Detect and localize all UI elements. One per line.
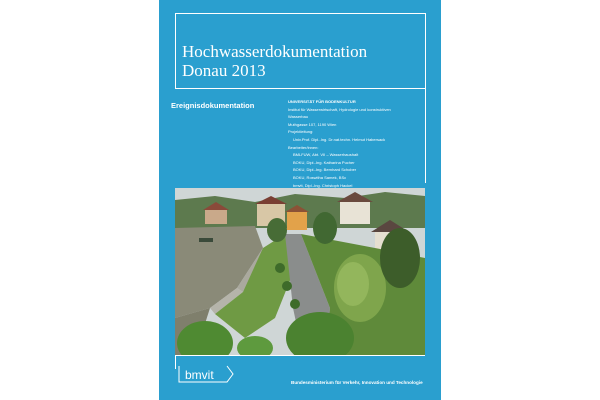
- ministry-name: Bundesministerium für Verkehr, Innovation und Technologie: [291, 380, 423, 385]
- info-line: BMLFUW, Abt. VII – Wasserhaushalt: [293, 152, 359, 158]
- info-line: Wasserbau: [288, 114, 309, 120]
- frame-line: [175, 355, 176, 369]
- document-cover: [159, 0, 441, 400]
- title-line-1: Hochwasserdokumentation: [182, 42, 368, 61]
- info-line: Univ.Prof. Dipl.-Ing. Dr.nat.techn. Helmut Habersack: [293, 136, 386, 142]
- document-subtitle: Ereignisdokumentation: [171, 101, 255, 110]
- frame-line: [175, 355, 425, 356]
- info-line: Muthgasse 107, 1190 Wien: [288, 121, 337, 127]
- logo-text: bmvit: [185, 368, 214, 382]
- info-line: Projektleitung:: [288, 129, 314, 135]
- document-title: [182, 42, 422, 80]
- frame-line: [175, 13, 425, 14]
- flood-photo: [175, 188, 425, 355]
- info-line: BOKU, Dipl.-Ing. Katharina Pucher: [293, 159, 355, 165]
- info-line: UNIVERSITÄT FÜR BODENKULTUR: [288, 99, 356, 104]
- info-line: BOKU, Roswitha Samek, BSc: [293, 174, 347, 180]
- frame-line: [175, 88, 425, 89]
- title-line-2: Donau 2013: [182, 61, 266, 80]
- info-line: BOKU, Dipl.-Ing. Bernhard Schober: [293, 167, 357, 173]
- info-line: Institut für Wasserwirtschaft, Hydrologie und konstruktiven: [288, 106, 391, 112]
- info-line: Bearbeiter/innen:: [288, 144, 319, 150]
- info-line: bmvit, Dipl.-Ing. Christoph Hackel: [293, 182, 353, 188]
- bmvit-logo: [177, 364, 239, 384]
- author-info-block: [288, 98, 433, 189]
- frame-line: [175, 13, 176, 88]
